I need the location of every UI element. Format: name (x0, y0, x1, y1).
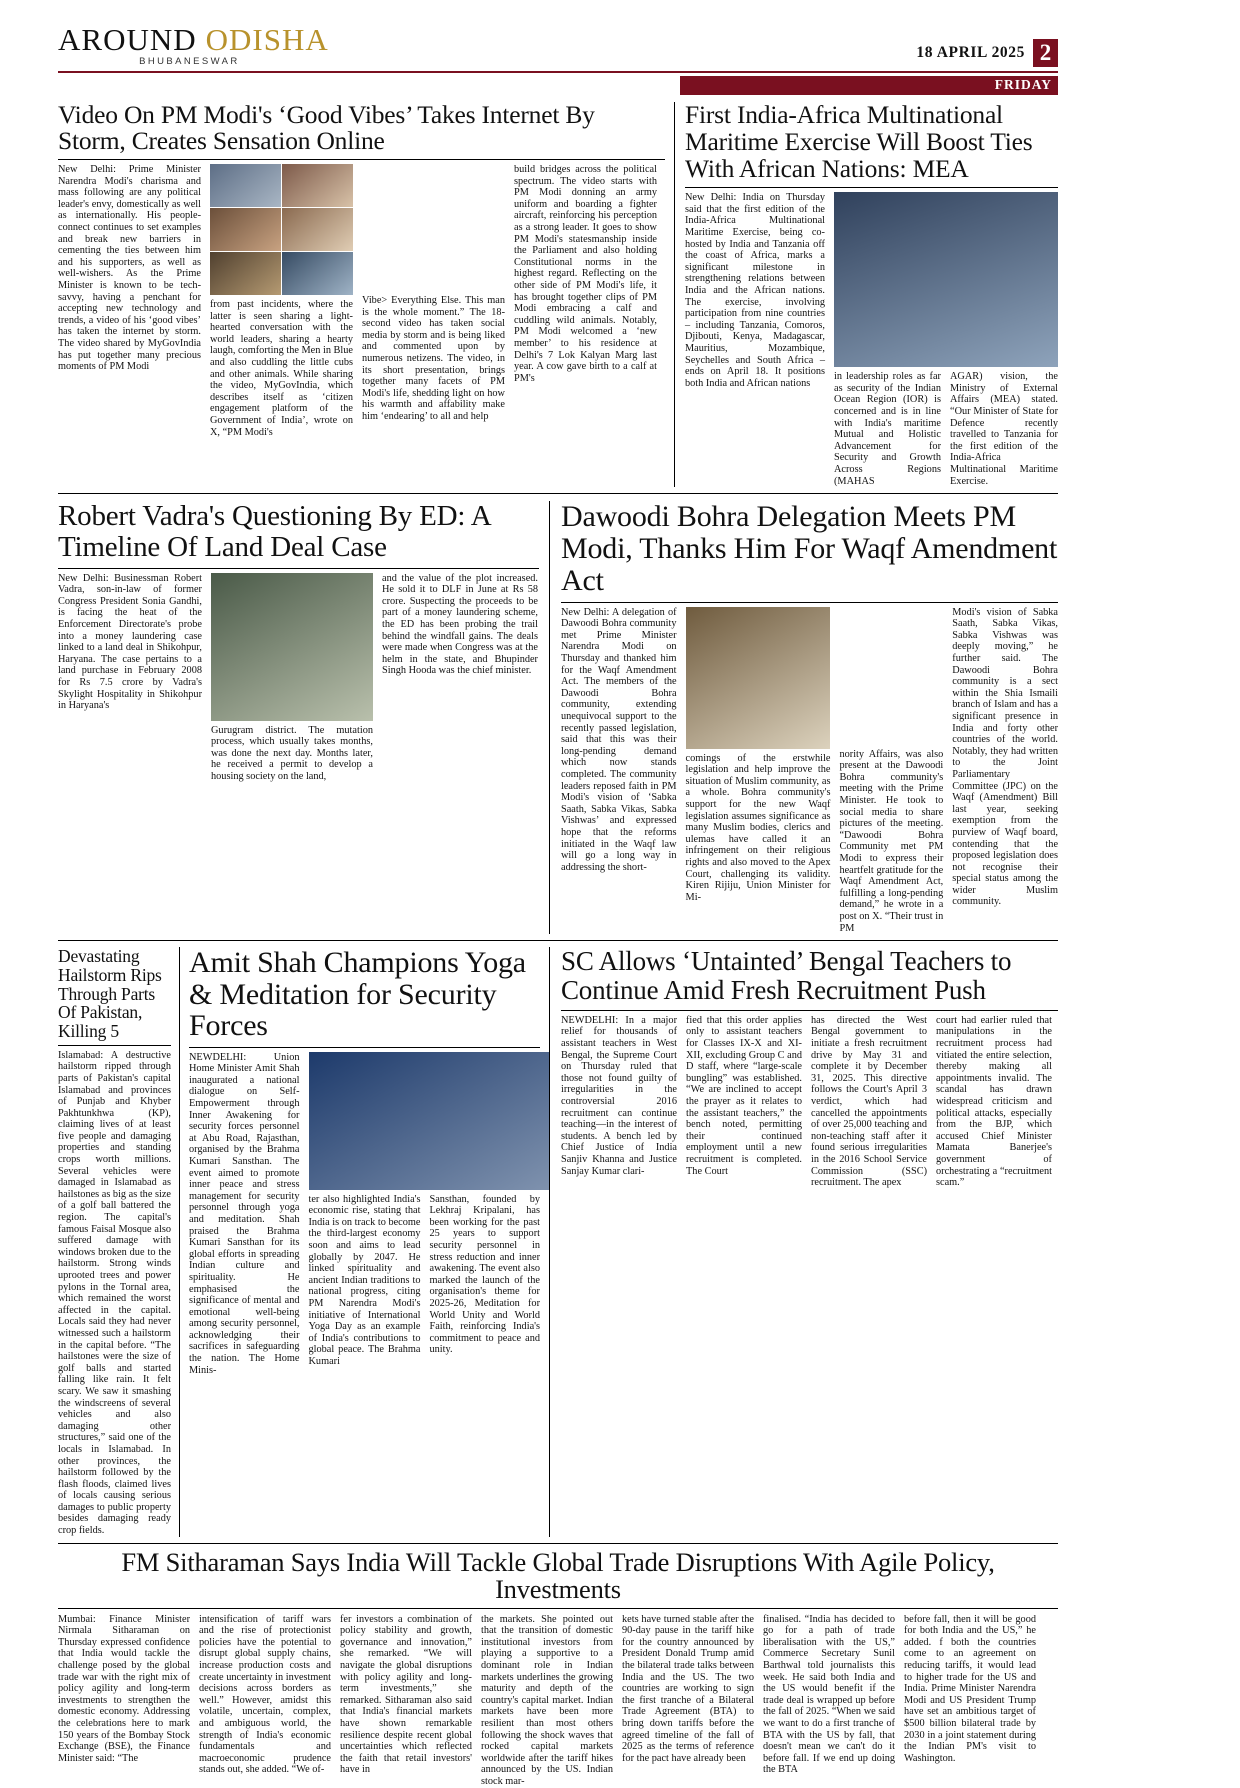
column-with-photo (834, 192, 1058, 487)
zone-top (58, 102, 1058, 487)
logo-city: BHUBANESWAR (139, 56, 240, 67)
headline-vadra: Robert Vadra's Questioning By ED: A Timeline Of Land Deal Case (58, 500, 490, 563)
column (382, 573, 538, 783)
column (561, 607, 677, 935)
column (904, 1614, 1036, 1788)
paragraph: before fall, then it will be good for both India and the US,” he added. f both the countries come to an agreement on reducing tariffs, it would lead to higher trade for the US and India. Prime Minister Narendra Modi and US President Trump have set an ambitious target of $500 billion bilateral trade by 2030 in a joint statement during the Indian PM's visit to Washington. (904, 1613, 1036, 1764)
paragraph: NEWDELHI: In a major relief for thousands of assistant teachers in West Bengal, the Supreme Court on Thursday ruled that those not found guilty of irregularities in the controversial 2016 recruitment can continue teaching—in the interest of students. A bench led by Chief Justice of India Sanjiv Khanna and Justice Sanjay Kumar clari- (561, 1014, 677, 1177)
paragraph: fied that this order applies only to assistant teachers for Classes IX-X and XI-XII, excluding Group C and D staff, where “large-scale bungling” was established. “We are inclined to accept the prayer as it relates to the assistant teachers,” the bench noted, permitting their continued employment until a new recruitment is completed. The Court (686, 1014, 802, 1177)
paragraph: Islamabad: A destructive hailstorm ripped through parts of Pakistan's capital Islamabad and provinces of Punjab and Khyber Pakhtunkhwa (KP), claiming lives of at least five people and damaging properties and standing crops worth millions. Several vehicles were damaged in Islamabad as hailstones as big as the size of a golf ball battered the region. The capital's famous Faisal Mosque also suffered damage with windows broken due to the hailstorm. Strong winds uprooted trees and power pylons in the Tornal area, which remained the worst affected in the capital. Locals said they had never witnessed such a hailstorm in the capital before. “The hailstones were the size of golf balls and started falling like rain. It felt scary. We saw it smashing the windscreens of several vehicles and also damaging other structures,” said one of the locals in Islamabad. In other provinces, the hailstorm followed by the flash floods, claimed lives of locals causing serious damages to public property besides damaging ready crop fields. (58, 1049, 171, 1537)
article-dawoodi (550, 501, 1058, 934)
date-block (916, 39, 1058, 67)
article-video-modi (58, 102, 675, 487)
column (952, 607, 1058, 935)
paragraph: New Delhi: India on Thursday said that the first edition of the India-Africa Multinational Maritime Exercise, being co-hosted by India and Tanzania off the coast of Africa, marks a significant milestone in strengthening relations between India and the African nations. The exercise, involving participation from nine countries – including Tanzania, Comoros, Djibouti, Kenya, Madagascar, Mauritius, Mozambique, Seychelles and South Africa – ends on April 18. It positions both India and African nations (685, 192, 825, 389)
headline-india-africa: First India-Africa Multinational Maritime Exercise Will Boost Ties With African Nations: MEA (685, 100, 1033, 183)
paragraph: court had earlier ruled that manipulations in the recruitment process had vitiated the entire selection, thereby making all appointments invalid. The scandal has drawn widespread criticism and political attacks, especially from the BJP, which accused Chief Minister Mamata Banerjee's government of orchestrating a “recruitment scam.” (936, 1014, 1052, 1189)
paragraph: in leadership roles as far as security of the Indian Ocean Region (IOR) is concerned and is in line with India's maritime Mutual and Holistic Advancement for Security and Growth Across Regions (MAHAS (834, 371, 941, 487)
zone-middle (58, 501, 1058, 934)
page-inner (58, 22, 1058, 1788)
column (685, 192, 825, 487)
paragraph: Mumbai: Finance Minister Nirmala Sitharaman on Thursday expressed confidence that India would tackle the challenge posed by the global trade war with the right mix of policy agility and long-term investments to strengthen the domestic economy. Addressing the celebrations here to mark 150 years of the Bombay Stock Exchange (BSE), the Finance Minister said: “The (58, 1613, 190, 1764)
paragraph: New Delhi: Businessman Robert Vadra, son-in-law of former Congress President Sonia Gandhi, is facing the heat of the Enforcement Directorate's probe into a money laundering case linked to a land deal in Shikohpur, Haryana. The case pertains to a land purchase in February 2008 for Rs 7.5 crore by Vadra's Skylight Hospitality in Shikohpur in Haryana's (58, 572, 202, 712)
photo-maritime-delegation (834, 192, 1058, 367)
headline-sc-teachers: SC Allows ‘Untainted’ Bengal Teachers to Continue Amid Fresh Recruitment Push (561, 946, 1012, 1005)
paragraph: finalised. “India has decided to go for a path of trade liberalisation with the US,” Commerce Secretary Sunil Barthwal told journalists this week. He said both India and the US would benefit if the trade deal is wrapped up before the fall of 2025. “When we said we want to do a first tranche of BTA with the US by fall, that doesn't mean we can't do it before fall. If we end up doing the BTA (763, 1613, 895, 1776)
column (362, 164, 505, 438)
paragraph: Sansthan, founded by Lekhraj Kripalani, has been working for the past 25 years to support security personnel in stress reduction and inner awakening. The event also marked the launch of the organisation's theme for 2025-26, Meditation for World Unity and World Faith, reinforcing India's commitment to peace and unity. (429, 1193, 540, 1356)
article-vadra (58, 501, 550, 934)
logo-around: AROUND (58, 22, 197, 57)
day-of-week: FRIDAY (680, 76, 1058, 95)
publication-logo (58, 22, 329, 67)
headline-fm: FM Sitharaman Says India Will Tackle Global Trade Disruptions With Agile Policy, Investments (121, 1546, 995, 1604)
column-with-photo (309, 1052, 421, 1377)
paragraph: ter also highlighted India's economic rise, stating that India is on track to become the third-largest economy soon and aims to lead globally by 2047. He linked spirituality and ancient Indian traditions to national progress, citing PM Narendra Modi's initiative of International Yoga Day as an example of India's contributions to global peace. The Brahma Kumari (308, 1193, 421, 1367)
column (58, 573, 202, 783)
headline-video-modi: Video On PM Modi's ‘Good Vibes’ Takes Internet By Storm, Creates Sensation Online (58, 100, 595, 155)
paragraph: Gurugram district. The mutation process, which usually takes months, was done the next day. Months later, he received a permit to develop a housing society on the land, (211, 724, 373, 783)
article-fm-sitharaman (58, 1546, 1058, 1788)
paragraph: kets have turned stable after the 90-day pause in the tariff hike for the country announced by President Donald Trump amid the bilateral trade talks between India and the US. The two countries are working to sign the first tranche of a Bilateral Trade Agreement (BTA) to bring down tariffs before the agreed timeline of the fall of 2025 as the terms of reference for the pact have already been (622, 1613, 754, 1764)
article-amit-shah (180, 947, 550, 1537)
headline-dawoodi: Dawoodi Bohra Delegation Meets PM Modi, Thanks Him For Waqf Amendment Act (561, 500, 1058, 597)
paragraph: New Delhi: Prime Minister Narendra Modi's charisma and mass following are any political leader's envy, domestically as well as internationally. His people-connect continues to set examples and break new barriers in cementing the ties between him and his supporters, as well as well-wishers. As the Prime Minister is known to be tech-savvy, having a penchant for accepting new technology and trends, a video of his ‘good vibes’ has taken the internet by storm. The video shared by MyGovIndia has put together many precious moments of PM Modi (58, 164, 201, 373)
column (481, 1614, 613, 1788)
column (199, 1614, 331, 1788)
logo-odisha: ODISHA (205, 22, 329, 57)
paragraph: Modi's vision of Sabka Saath, Sabka Vikas, Sabka Vishwas was deeply moving,” he further said. The Dawoodi Bohra community is a sect within the Shia Ismaili branch of Islam and has a significant presence in India and forty other countries of the world. Notably, they had written to the Joint Parliamentary Committee (JPC) on the Waqf (Amendment) Bill last year, seeking exemption from the purview of Waqf board, contending that the proposed legislation does not recognise their special status among the wider Muslim community. (952, 606, 1059, 908)
photo-amit-shah-event (309, 1052, 549, 1190)
paragraph: the markets. She pointed out that the transition of domestic institutional investors from playing a supportive to a dominant role in Indian markets underlines the growing maturity and depth of the country's capital market. Indian markets have been more resilient than most others following the shock waves that rocked capital markets worldwide after the tariff hikes announced by the US. Indian stock mar- (481, 1613, 613, 1787)
paragraph: intensification of tariff wars and the rise of protectionist policies have the potential to disrupt global supply chains, increase production costs and create uncertainty in investment decisions across borders as well.” However, amidst this volatile, uncertain, complex, and ambiguous world, the strength of India's economic fundamentals and macroeconomic prudence stands out, she added. “We of- (199, 1613, 331, 1776)
headline-hailstorm: Devastating Hailstorm Rips Through Parts Of Pakistan, Killing 5 (58, 946, 162, 1041)
column-with-photo (686, 607, 831, 935)
column (340, 1614, 472, 1788)
column (58, 1614, 190, 1788)
paragraph: AGAR) vision, the Ministry of External Affairs (MEA) stated. “Our Minister of State for Defence recently travelled to Tanzania for the first edition of the India-Africa Multinational Maritime Exercise. (950, 371, 1058, 487)
column-with-photo (210, 164, 353, 438)
column (622, 1614, 754, 1788)
column-with-photo (211, 573, 373, 783)
column (686, 1015, 802, 1189)
photo-vadra-ed (211, 573, 373, 721)
column (561, 1015, 677, 1189)
photo-mosaic-modi (210, 164, 353, 295)
zone-third (58, 947, 1058, 1537)
article-sc-teachers (550, 947, 1058, 1537)
column (811, 1015, 927, 1189)
paragraph: New Delhi: A delegation of Dawoodi Bohra community met Prime Minister Narendra Modi on Thursday and thanked him for the Waqf Amendment Act. The members of the Dawoodi Bohra community, extending unequivocal support to the recently passed legislation, said that this was their long-pending demand which now stands completed. The community leaders reposed faith in PM Modi's vision of ‘Sabka Saath, Sabka Vikas, Sabka Vishwas’ and expressed hope that the reforms initiated in the Waqf law will go a long way in addressing the short- (561, 606, 677, 873)
column (514, 164, 657, 438)
article-hailstorm (58, 947, 180, 1537)
paragraph: nority Affairs, was also present at the Dawoodi Bohra community's meeting with the Prime Minister. He took to social media to share pictures of the meeting. “Dawoodi Bohra Community met PM Modi to express their heartfelt gratitude for the Waqf Amendment Act, fulfilling a long-pending demand,” he wrote in a post on X. “Their trust in PM (839, 748, 944, 934)
headline-amit-shah: Amit Shah Champions Yoga & Meditation for Security Forces (189, 946, 526, 1043)
paragraph: Vibe> Everything Else. This man is the whole moment.” The 18-second video has taken social media by storm and is being liked and commented upon by numerous netizens. The video, in its short presentation, brings together many facets of PM Modi's life, shedding light on how his warmth and affability make him ‘endearing’ to all and help (362, 295, 505, 422)
photo-dawoodi-meeting (686, 607, 831, 749)
paragraph: has directed the West Bengal government to initiate a fresh recruitment drive by May 31 and complete it by December 31, 2025. This directive follows the Court's April 3 verdict, which had cancelled the appointments of over 25,000 teaching and non-teaching staff after it found serious irregularities in the 2016 School Service Commission (SSC) recruitment. The apex (811, 1014, 927, 1189)
paragraph: and the value of the plot increased. He sold it to DLF in June at Rs 58 crore. Suspecting the proceeds to be part of a money laundering scheme, the ED has been probing the trail behind the windfall gains. The deals were made when Congress was at the helm in the state, and Bhupinder Singh Hooda was the chief minister. (382, 572, 538, 677)
column (839, 607, 943, 935)
column (58, 164, 201, 438)
column (189, 1052, 300, 1377)
issue-date: 18 APRIL 2025 (916, 44, 1025, 61)
article-india-africa (675, 102, 1058, 487)
paragraph: build bridges across the political spectrum. The video starts with PM Modi donning an army uniform and boarding a fighter aircraft, reinforcing his perception as a strong leader. It goes to show PM Modi's statesmanship inside the Parliament and also holding Constitutional norms in the highest regard. Reflecting on the other side of PM Modi's life, it has brought together clips of PM Modi embracing a calf and cuddling wild animals. Notably, PM Modi welcomed a ‘new member’ to his residence at Delhi's 7 Lok Kalyan Marg last year. A cow gave birth to a calf at PM's (514, 164, 657, 384)
page-number: 2 (1033, 39, 1058, 67)
column (936, 1015, 1052, 1189)
paragraph: fer investors a combination of policy stability and growth, governance and innovation,” she remarked. “We will navigate the global disruptions with policy agility and long-term investments,” she remarked. Sitharaman also said that India's financial markets have shown remarkable resilience despite recent global uncertainties which reflected the faith that retail investors' have in (340, 1613, 472, 1776)
paragraph: comings of the erstwhile legislation and help improve the situation of Muslim community, as a whole. Bohra community's support for the new Waqf legislation assumes significance as many Muslim bodies, clerics and ulemas have called it an infringement on their religious rights and also moved to the Apex Court, challenging its validity. Kiren Rijiju, Union Minister for Mi- (685, 752, 831, 903)
masthead (58, 22, 1058, 73)
paragraph: from past incidents, where the latter is seen sharing a light-hearted conversation with the world leaders, sharing a hearty laugh, comforting the Men in Blue and also cuddling the little cubs and other animals. While sharing the video, MyGovIndia, which describes itself as ‘citizen engagement platform of the Government of India’, wrote on X, “PM Modi's (210, 299, 353, 438)
column (763, 1614, 895, 1788)
paragraph: NEWDELHI: Union Home Minister Amit Shah inaugurated a national dialogue on Self-Empowerment through Inner Awakening for security forces personnel at Abu Road, Rajasthan, organised by the Brahma Kumari Sansthan. The event aimed to promote inner peace and stress management for security personnel through yoga and meditation. Shah praised the Brahma Kumari Sansthan for its global efforts in spreading Indian culture and spirituality. He emphasised the significance of mental and emotional well-being among security personnel, acknowledging their sacrifices in safeguarding the nation. The Home Minis- (189, 1051, 300, 1376)
